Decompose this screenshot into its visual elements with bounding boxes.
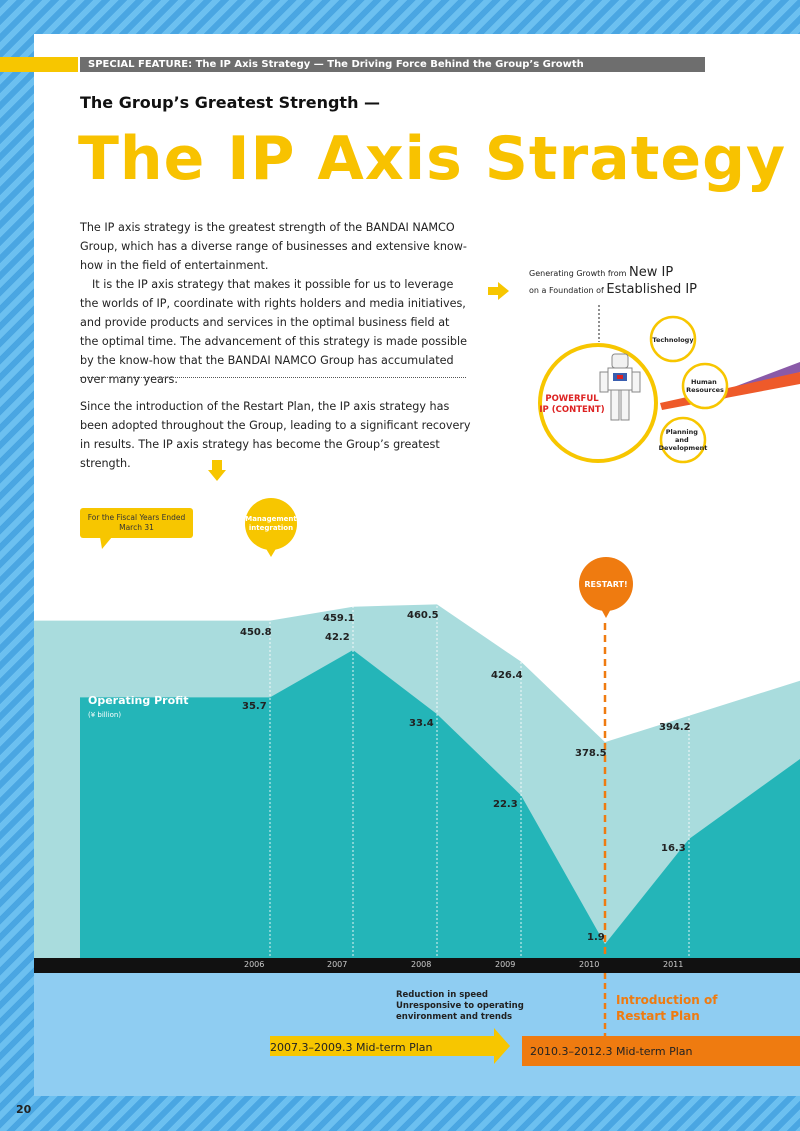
- speed-note: [396, 990, 524, 1023]
- arrow-right-icon: [488, 282, 510, 300]
- subtitle: The Group’s Greatest Strength —: [80, 93, 381, 112]
- intro-paragraph-1: The IP axis strategy is the greatest strength of the BANDAI NAMCO Group, which has a diverse range of businesses and extensive know-how in the field of entertainment.: [80, 221, 467, 272]
- ip-diagram: [520, 300, 800, 480]
- diagram-line1-big: New IP: [629, 265, 674, 280]
- net-sales-title: Net Sales: [42, 567, 101, 580]
- restart-plan-line2: Restart Plan: [616, 1009, 700, 1023]
- mgmt-integration-line1: Management: [245, 515, 297, 523]
- year-label-2009: 2009: [495, 960, 516, 969]
- net-sales-value-2010: 378.5: [575, 748, 607, 760]
- restart-label: RESTART!: [584, 580, 628, 589]
- year-label-2010: 2010: [579, 960, 600, 969]
- diagram-line2-small: on a Foundation of: [529, 286, 604, 295]
- chart-layer: [34, 538, 800, 958]
- speed-note-line1: Reduction in speed: [396, 990, 488, 1000]
- year-label-2008: 2008: [411, 960, 432, 969]
- net-sales-value-2011: 394.2: [659, 721, 691, 733]
- page-number: 20: [16, 1103, 32, 1116]
- operating-profit-value-2007: 42.2: [325, 631, 350, 643]
- arrow-down-icon: [208, 460, 226, 482]
- technology-label: Technology: [652, 336, 694, 344]
- speed-note-line3: environment and trends: [396, 1012, 513, 1022]
- diagram-line1-small: Generating Growth from: [529, 269, 627, 278]
- operating-profit-value-2011: 16.3: [661, 843, 686, 854]
- year-label-2006: 2006: [244, 960, 265, 969]
- planning-line1: Planning: [665, 428, 698, 436]
- diagram-center-label-1: POWERFUL: [545, 394, 599, 404]
- timeline-band: [34, 958, 800, 1096]
- diagram-center-label-2: IP (CONTENT): [539, 405, 605, 415]
- mgmt-integration-line2: integration: [248, 524, 294, 532]
- operating-profit-title: Operating Profit: [88, 694, 189, 707]
- fiscal-year-note: For the Fiscal Years Ended March 31: [80, 508, 193, 538]
- diagram-line2-big: Established IP: [606, 282, 698, 297]
- human-resources-label: [686, 378, 724, 394]
- management-integration-badge: [244, 497, 298, 559]
- restart-plan-line1: Introduction of: [616, 993, 718, 1007]
- operating-profit-value-2008: 33.4: [409, 718, 434, 730]
- net-sales-value-2007: 459.1: [323, 612, 355, 624]
- special-feature-bar: SPECIAL FEATURE: The IP Axis Strategy — The Driving Force Behind the Group’s Growth: [80, 57, 705, 72]
- intro-text: [80, 218, 470, 389]
- diagram-heading: [529, 265, 697, 299]
- net-sales-value-2008: 460.5: [407, 610, 439, 622]
- planning-line2: and: [675, 436, 689, 444]
- intro-paragraph-3: Since the introduction of the Restart Plan, the IP axis strategy has been adopted throughout the Group, leading to a significant recovery in results. The IP axis strategy has become the Group’s greatest strength.: [80, 400, 471, 470]
- speed-note-line2: Unresponsive to operating: [396, 1001, 524, 1011]
- net-sales-value-2009: 426.4: [491, 669, 523, 681]
- orange-stripe: [660, 372, 800, 410]
- year-label-2007: 2007: [327, 960, 348, 969]
- operating-profit-value-2010: 1.9: [587, 932, 605, 944]
- mid-term-plan-2: 2010.3–2012.3 Mid-term Plan: [530, 1045, 693, 1058]
- human-resources-line1: Human: [690, 378, 717, 386]
- planning-line3: Development: [658, 444, 708, 452]
- accent-tab: [0, 57, 78, 72]
- net-sales-value-2006: 450.8: [240, 626, 272, 638]
- operating-profit-unit: (¥ billion): [88, 711, 122, 719]
- mid-term-plan-1: 2007.3–2009.3 Mid-term Plan: [270, 1041, 433, 1054]
- dotted-divider: [80, 377, 466, 378]
- human-resources-line2: Resources: [686, 386, 724, 394]
- intro-paragraph-2: It is the IP axis strategy that makes it possible for us to leverage the worlds of IP, coordinate with rights holders and media initiatives, and provide products and services in the optimal business field at the optimal time. The advancement of this strategy is made possible by the know-how that the BANDAI NAMCO Group has accumulated over many years.: [80, 278, 468, 386]
- year-label-2011: 2011: [663, 960, 684, 969]
- page-title: The IP Axis Strategy: [78, 124, 787, 194]
- restart-badge: [578, 556, 634, 620]
- operating-profit-value-2006: 35.7: [242, 701, 267, 713]
- net-sales-unit: (¥ billion): [42, 584, 76, 592]
- operating-profit-value-2009: 22.3: [493, 799, 518, 811]
- restart-plan-note: [616, 992, 717, 1024]
